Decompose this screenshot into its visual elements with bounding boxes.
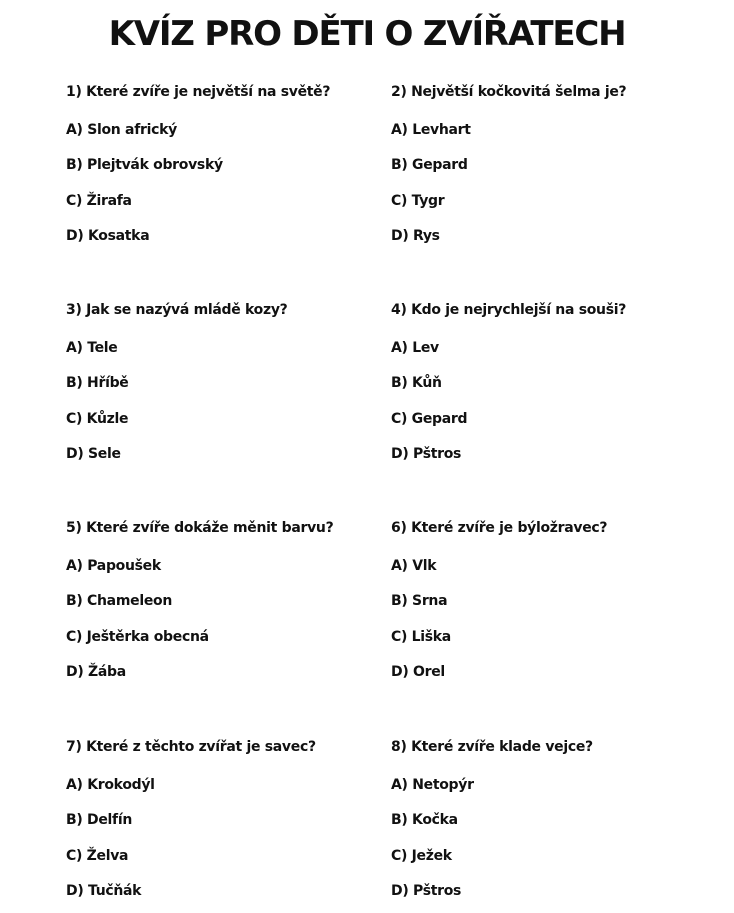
option-c: C) Žirafa [66, 192, 132, 209]
option-list [66, 557, 396, 681]
question-text: 4) Kdo je nejrychlejší na souši? [391, 302, 627, 318]
option-a: A) Tele [66, 340, 118, 356]
option-d: D) Pštros [391, 445, 462, 462]
option-list [66, 776, 396, 900]
question-4 [391, 301, 721, 463]
option-list [391, 776, 721, 900]
option-a: A) Netopýr [391, 777, 474, 793]
option-c: C) Liška [391, 628, 451, 645]
question-8 [391, 738, 721, 900]
question-text: 5) Které zvíře dokáže měnit barvu? [66, 520, 334, 536]
option-b: B) Hříbě [66, 375, 129, 392]
option-a: A) Lev [391, 340, 439, 356]
option-a: A) Levhart [391, 122, 471, 138]
option-c: C) Kůzle [66, 410, 129, 427]
option-c: C) Gepard [391, 410, 468, 427]
option-b: B) Kočka [391, 812, 458, 829]
option-c: C) Ježek [391, 847, 452, 864]
option-d: D) Rys [391, 227, 440, 244]
option-d: D) Sele [66, 445, 121, 462]
option-a: A) Vlk [391, 558, 437, 574]
question-6 [391, 519, 721, 681]
option-d: D) Žába [66, 663, 126, 680]
option-c: C) Tygr [391, 192, 445, 209]
option-b: B) Plejtvák obrovský [66, 157, 223, 174]
option-list [391, 339, 721, 463]
option-b: B) Gepard [391, 157, 468, 174]
option-list [391, 557, 721, 681]
option-d: D) Pštros [391, 882, 462, 899]
question-text: 1) Které zvíře je největší na světě? [66, 84, 331, 100]
question-3 [66, 301, 396, 463]
question-1 [66, 83, 396, 245]
option-b: B) Kůň [391, 375, 442, 392]
option-d: D) Kosatka [66, 227, 150, 244]
question-text: 8) Které zvíře klade vejce? [391, 739, 593, 755]
option-b: B) Delfín [66, 812, 133, 829]
question-text: 3) Jak se nazývá mládě kozy? [66, 302, 288, 318]
option-d: D) Tučňák [66, 882, 142, 899]
question-7 [66, 738, 396, 900]
option-list [391, 121, 721, 245]
question-text: 2) Největší kočkovitá šelma je? [391, 84, 627, 100]
question-text: 6) Které zvíře je býložravec? [391, 520, 608, 536]
option-c: C) Ještěrka obecná [66, 628, 209, 645]
option-c: C) Želva [66, 847, 129, 864]
option-list [66, 121, 396, 245]
option-list [66, 339, 396, 463]
question-text: 7) Které z těchto zvířat je savec? [66, 739, 316, 755]
page-title: KVÍZ PRO DĚTI O ZVÍŘATECH [108, 14, 626, 54]
option-a: A) Slon africký [66, 122, 177, 138]
option-d: D) Orel [391, 663, 445, 680]
question-2 [391, 83, 721, 245]
option-b: B) Srna [391, 593, 448, 610]
option-b: B) Chameleon [66, 593, 172, 610]
option-a: A) Papoušek [66, 558, 161, 574]
option-a: A) Krokodýl [66, 777, 155, 793]
question-5 [66, 519, 396, 681]
